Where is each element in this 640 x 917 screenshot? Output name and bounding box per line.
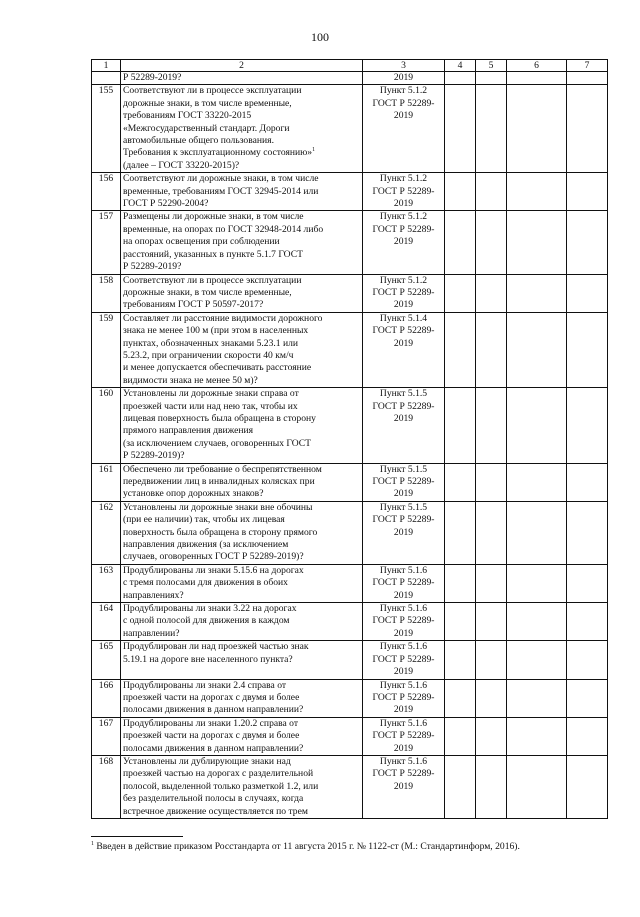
question-line (123, 781, 360, 793)
question-line-text: Продублированы ли знаки 1.20.2 справа от (123, 717, 299, 729)
reference-line: 2019 (393, 337, 414, 349)
question-cell (121, 501, 363, 564)
question-line-text: знака не менее 100 м (при этом в населенных (123, 325, 309, 337)
answer-yes-cell[interactable] (445, 211, 476, 274)
row-number: 167 (92, 717, 121, 755)
notes-cell[interactable] (567, 717, 608, 755)
reference-cell (363, 564, 445, 602)
answer-no-cell[interactable] (476, 312, 507, 387)
notes-cell[interactable] (567, 211, 608, 274)
reference-line: ГОСТ Р 52289- (372, 476, 435, 487)
column-header: 1 (92, 60, 121, 72)
footnote-divider (91, 836, 183, 837)
question-line-text: полосами движения в данном направлении? (123, 742, 304, 754)
question-line (123, 275, 360, 287)
reference-line: Пункт 5.1.6 (379, 755, 428, 767)
table-row (92, 388, 608, 463)
notes-cell[interactable] (567, 85, 608, 173)
answer-no-cell[interactable] (476, 603, 507, 641)
question-line (123, 464, 360, 476)
table-row (92, 641, 608, 679)
reference-cell (363, 463, 445, 501)
question-line (123, 313, 360, 325)
question-line-text: Р 52289-2019? (123, 261, 182, 273)
question-line (123, 110, 360, 122)
column-header: 2 (121, 60, 363, 72)
reference-cell (363, 679, 445, 717)
reference-cell (363, 173, 445, 211)
answer-yes-cell[interactable] (445, 641, 476, 679)
row-number: 161 (92, 463, 121, 501)
reference-line: 2019 (393, 780, 414, 792)
question-line (123, 401, 360, 413)
question-line (123, 388, 360, 400)
question-line-text: лицевая поверхность была обращена в сторону (123, 412, 316, 424)
table-row (92, 85, 608, 173)
question-line-text: Установлены ли дублирующие знаки над (123, 755, 291, 767)
answer-yes-cell[interactable] (445, 72, 476, 85)
reference-line: 2019 (393, 236, 414, 248)
question-line (123, 806, 360, 818)
question-line (123, 450, 360, 462)
answer-yes-cell[interactable] (445, 463, 476, 501)
answer-no-cell[interactable] (476, 72, 507, 85)
question-line (123, 425, 360, 437)
reference-cell (363, 312, 445, 387)
not-applicable-cell[interactable] (507, 564, 567, 602)
not-applicable-cell[interactable] (507, 679, 567, 717)
question-line-text: Продублированы ли знаки 2.4 справа от (123, 679, 287, 691)
question-line (123, 756, 360, 768)
question-line (123, 718, 360, 730)
table-row (92, 564, 608, 602)
reference-line: Пункт 5.1.2 (379, 211, 428, 223)
row-number: 168 (92, 755, 121, 818)
answer-yes-cell[interactable] (445, 173, 476, 211)
reference-cell (363, 85, 445, 173)
question-line (123, 641, 360, 653)
question-line-text: с тремя полосами для движения в обоих (123, 577, 288, 589)
not-applicable-cell[interactable] (507, 85, 567, 173)
question-line (123, 123, 360, 135)
reference-line: 2019 (393, 110, 414, 122)
question-line-text: Соответствуют ли в процессе эксплуатации (123, 274, 302, 286)
question-line-text: пунктах, обозначенных знаками 5.23.1 или (123, 337, 299, 349)
notes-cell[interactable] (567, 173, 608, 211)
reference-line: ГОСТ Р 52289- (372, 400, 435, 412)
table-row (92, 679, 608, 717)
question-line-text: проезжей части или над нею так, чтобы их (123, 400, 298, 412)
answer-no-cell[interactable] (476, 85, 507, 173)
question-line (123, 590, 360, 602)
notes-cell[interactable] (567, 755, 608, 818)
question-line (123, 147, 360, 159)
question-line (123, 375, 360, 387)
reference-line: Пункт 5.1.2 (379, 173, 428, 185)
answer-yes-cell[interactable] (445, 312, 476, 387)
question-line (123, 666, 360, 678)
footnote (91, 841, 611, 853)
reference-line: 2019 (393, 526, 414, 538)
checklist-table (91, 59, 608, 819)
reference-cell (363, 717, 445, 755)
not-applicable-cell[interactable] (507, 211, 567, 274)
question-line (123, 249, 360, 261)
notes-cell[interactable] (567, 463, 608, 501)
reference-cell (363, 388, 445, 463)
table-row (92, 72, 608, 85)
answer-yes-cell[interactable] (445, 564, 476, 602)
question-line-text: Продублированы ли знаки 5.15.6 на дорогах (123, 564, 304, 576)
question-line-text: проезжей частью на дорогах с разделительной (123, 768, 314, 780)
table-row (92, 463, 608, 501)
row-number: 164 (92, 603, 121, 641)
question-line-text: прямого направления движения (123, 425, 254, 437)
reference-line: Пункт 5.1.6 (379, 603, 428, 615)
answer-yes-cell[interactable] (445, 717, 476, 755)
answer-yes-cell[interactable] (445, 603, 476, 641)
question-line (123, 413, 360, 425)
question-line (123, 338, 360, 350)
reference-line: Пункт 5.1.5 (379, 501, 428, 513)
question-line (123, 577, 360, 589)
question-line (123, 654, 360, 666)
not-applicable-cell[interactable] (507, 755, 567, 818)
answer-yes-cell[interactable] (445, 755, 476, 818)
reference-cell (363, 211, 445, 274)
question-line-text: Установлены ли дорожные знаки справа от (123, 388, 299, 400)
not-applicable-cell[interactable] (507, 312, 567, 387)
reference-line: 2019 (393, 704, 414, 716)
notes-cell[interactable] (567, 679, 608, 717)
question-line-text: (далее – ГОСТ 33220-2015)? (123, 159, 240, 171)
question-cell (121, 211, 363, 274)
reference-line: 2019 (393, 412, 414, 424)
footnote-mark: 1 (91, 840, 94, 847)
answer-yes-cell[interactable] (445, 388, 476, 463)
table-row (92, 211, 608, 274)
footnote-text: Введен в действие приказом Росстандарта от 11 августа 2015 г. № 1122-ст (М.: Стандартинформ, 2016). (96, 841, 520, 852)
question-cell (121, 173, 363, 211)
row-number: 166 (92, 679, 121, 717)
question-cell (121, 641, 363, 679)
question-line (123, 350, 360, 362)
reference-line: ГОСТ Р 52289- (372, 768, 435, 780)
question-line-text: направлениях? (123, 589, 184, 601)
reference-line: ГОСТ Р 52289- (372, 691, 435, 703)
table-row (92, 603, 608, 641)
notes-cell[interactable] (567, 641, 608, 679)
question-line (123, 692, 360, 704)
question-line-text: требованиям ГОСТ Р 50597-2017? (123, 299, 264, 311)
question-line (123, 198, 360, 210)
reference-line: ГОСТ Р 52289- (372, 185, 435, 197)
not-applicable-cell[interactable] (507, 274, 567, 312)
row-number: 163 (92, 564, 121, 602)
question-line-text: Продублированы ли знаки 3.22 на дорогах (123, 603, 297, 615)
question-line (123, 603, 360, 615)
answer-no-cell[interactable] (476, 211, 507, 274)
question-line-text: направлении? (123, 627, 180, 639)
answer-yes-cell[interactable] (445, 679, 476, 717)
question-cell (121, 274, 363, 312)
reference-line: 2019 (393, 72, 414, 83)
question-line (123, 173, 360, 185)
question-line (123, 287, 360, 299)
question-line (123, 704, 360, 716)
reference-line: ГОСТ Р 52289- (372, 286, 435, 298)
notes-cell[interactable] (567, 72, 608, 85)
reference-line: Пункт 5.1.6 (379, 564, 428, 576)
question-cell (121, 755, 363, 818)
question-cell (121, 312, 363, 387)
reference-line: ГОСТ Р 52289- (372, 730, 435, 742)
question-line-text: Р 52289-2019)? (123, 450, 185, 462)
page-number: 100 (311, 30, 329, 44)
table-row (92, 717, 608, 755)
question-line-text: 5.19.1 на дороге вне населенного пункта? (123, 653, 293, 665)
question-line (123, 72, 360, 84)
question-line-text: Обеспечено ли требование о беспрепятственном (123, 463, 322, 475)
question-line (123, 615, 360, 627)
question-cell (121, 85, 363, 173)
question-line-text: Размещены ли дорожные знаки, в том числе (123, 211, 304, 223)
question-line (123, 793, 360, 805)
question-line-text: ГОСТ Р 52290-2004? (123, 198, 209, 210)
answer-no-cell[interactable] (476, 679, 507, 717)
question-line (123, 514, 360, 526)
question-line (123, 211, 360, 223)
reference-line: Пункт 5.1.6 (379, 717, 428, 729)
answer-no-cell[interactable] (476, 717, 507, 755)
question-line-text: Соответствуют ли дорожные знаки, в том числе (123, 173, 319, 185)
question-line-text: требованиям ГОСТ 33220-2015 (123, 110, 252, 122)
reference-line: ГОСТ Р 52289- (372, 577, 435, 589)
reference-cell (363, 755, 445, 818)
question-line-text: «Межгосударственный стандарт. Дороги (123, 122, 290, 134)
question-line-text: Продублирован ли над проезжей частью знак (123, 641, 309, 653)
table-row (92, 312, 608, 387)
question-cell (121, 717, 363, 755)
reference-line: 2019 (393, 589, 414, 601)
question-line (123, 224, 360, 236)
question-line (123, 438, 360, 450)
question-line-text: без разделительной полосы в случаях, когда (123, 793, 304, 805)
answer-no-cell[interactable] (476, 463, 507, 501)
answer-no-cell[interactable] (476, 755, 507, 818)
footnote-reference: 1 (312, 147, 316, 154)
question-line-text: случаев, оговоренных ГОСТ Р 52289-2019)? (123, 551, 304, 563)
question-line-text: с одной полосой для движения в каждом (123, 615, 290, 627)
question-line-text: установке опор дорожных знаков? (123, 488, 264, 500)
question-line (123, 160, 360, 172)
notes-cell[interactable] (567, 312, 608, 387)
question-line-text: передвижении лиц в инвалидных колясках при (123, 476, 315, 487)
question-cell (121, 72, 363, 85)
notes-cell[interactable] (567, 274, 608, 312)
question-line-text: и менее допускается обеспечивать расстояние (123, 362, 312, 374)
header-row (92, 60, 608, 72)
question-line (123, 85, 360, 97)
question-line (123, 261, 360, 273)
reference-line: ГОСТ Р 52289- (372, 97, 435, 109)
reference-line: 2019 (393, 299, 414, 311)
not-applicable-cell[interactable] (507, 603, 567, 641)
question-line-text: автомобильные общего пользования. (123, 135, 274, 147)
question-line-text: временные, требованиям ГОСТ 32945-2014 или (123, 185, 319, 197)
reference-line: 2019 (393, 627, 414, 639)
question-line (123, 565, 360, 577)
question-line-text: Р 52289-2019? (123, 72, 182, 83)
reference-line: ГОСТ Р 52289- (372, 325, 435, 337)
question-line (123, 628, 360, 640)
answer-yes-cell[interactable] (445, 85, 476, 173)
not-applicable-cell[interactable] (507, 173, 567, 211)
table-row (92, 173, 608, 211)
reference-line: 2019 (393, 488, 414, 500)
question-line-text: Соответствуют ли в процессе эксплуатации (123, 85, 302, 97)
table-body (92, 72, 608, 819)
question-line-text: на опорах освещения при соблюдении (123, 236, 280, 248)
notes-cell[interactable] (567, 388, 608, 463)
reference-cell (363, 274, 445, 312)
question-line-text: видимости знака не менее 50 м)? (123, 374, 258, 386)
question-cell (121, 463, 363, 501)
row-number: 160 (92, 388, 121, 463)
table-row (92, 274, 608, 312)
reference-line: Пункт 5.1.5 (379, 463, 428, 475)
notes-cell[interactable] (567, 501, 608, 564)
question-line (123, 476, 360, 488)
row-number (92, 72, 121, 85)
table-row (92, 755, 608, 818)
row-number: 159 (92, 312, 121, 387)
table-row (92, 501, 608, 564)
column-header: 7 (567, 60, 608, 72)
row-number: 158 (92, 274, 121, 312)
row-number: 165 (92, 641, 121, 679)
question-line (123, 730, 360, 742)
row-number: 156 (92, 173, 121, 211)
question-line (123, 299, 360, 311)
question-line-text: Установлены ли дорожные знаки вне обочины (123, 501, 313, 513)
question-cell (121, 564, 363, 602)
not-applicable-cell[interactable] (507, 463, 567, 501)
column-header: 5 (476, 60, 507, 72)
answer-no-cell[interactable] (476, 388, 507, 463)
reference-cell (363, 641, 445, 679)
question-cell (121, 388, 363, 463)
column-header: 6 (507, 60, 567, 72)
question-line-text: дорожные знаки, в том числе временные, (123, 286, 292, 298)
question-line (123, 527, 360, 539)
answer-no-cell[interactable] (476, 564, 507, 602)
question-line-text: полосой, выделенной только разметкой 1.2, или (123, 780, 319, 792)
reference-cell (363, 603, 445, 641)
answer-no-cell[interactable] (476, 641, 507, 679)
question-line-text: проезжей части на дорогах с двумя и более (123, 730, 300, 742)
question-line-text: проезжей части на дорогах с двумя и более (123, 691, 300, 703)
question-line (123, 539, 360, 551)
reference-line: ГОСТ Р 52289- (372, 615, 435, 627)
question-line-text: временные, на опорах по ГОСТ 32948-2014 либо (123, 223, 324, 235)
reference-line: Пункт 5.1.5 (379, 388, 428, 400)
reference-line: 2019 (393, 742, 414, 754)
reference-line: ГОСТ Р 52289- (372, 223, 435, 235)
question-line (123, 743, 360, 755)
reference-line: Пункт 5.1.6 (379, 679, 428, 691)
reference-line: Пункт 5.1.2 (379, 274, 428, 286)
question-line (123, 488, 360, 500)
reference-line: Пункт 5.1.2 (379, 85, 428, 97)
reference-cell (363, 72, 445, 85)
question-line-text: направления движения (за исключением (123, 539, 289, 551)
question-line-text: (при ее наличии) так, чтобы их лицевая (123, 514, 285, 526)
not-applicable-cell[interactable] (507, 388, 567, 463)
answer-yes-cell[interactable] (445, 274, 476, 312)
column-header: 4 (445, 60, 476, 72)
question-line (123, 98, 360, 110)
question-line-text: расстояний, указанных в пункте 5.1.7 ГОСТ (123, 248, 303, 260)
question-line (123, 186, 360, 198)
reference-line: Пункт 5.1.4 (379, 312, 428, 324)
question-line (123, 680, 360, 692)
answer-yes-cell[interactable] (445, 501, 476, 564)
row-number: 155 (92, 85, 121, 173)
question-line (123, 502, 360, 514)
not-applicable-cell[interactable] (507, 72, 567, 85)
question-line (123, 362, 360, 374)
answer-no-cell[interactable] (476, 274, 507, 312)
reference-line: ГОСТ Р 52289- (372, 653, 435, 665)
reference-line: Пункт 5.1.6 (379, 641, 428, 653)
not-applicable-cell[interactable] (507, 641, 567, 679)
question-line-text: поверхность была обращена в сторону прямого (123, 526, 318, 538)
answer-no-cell[interactable] (476, 501, 507, 564)
not-applicable-cell[interactable] (507, 717, 567, 755)
question-line-text: встречное движение осуществляется по трем (123, 805, 308, 817)
question-line (123, 551, 360, 563)
question-line-text: полосами движения в данном направлении? (123, 704, 304, 716)
question-cell (121, 679, 363, 717)
notes-cell[interactable] (567, 603, 608, 641)
question-cell (121, 603, 363, 641)
reference-line: 2019 (393, 198, 414, 210)
column-header: 3 (363, 60, 445, 72)
question-line-text: 5.23.2, при ограничении скорости 40 км/ч (123, 349, 294, 361)
question-line-text: дорожные знаки, в том числе временные, (123, 97, 292, 109)
question-line-text: Требования к эксплуатационному состоянию» (123, 147, 313, 159)
question-line (123, 236, 360, 248)
question-line-text: Составляет ли расстояние видимости дорожного (123, 312, 323, 324)
notes-cell[interactable] (567, 564, 608, 602)
answer-no-cell[interactable] (476, 173, 507, 211)
question-line (123, 325, 360, 337)
reference-cell (363, 501, 445, 564)
reference-line: ГОСТ Р 52289- (372, 514, 435, 526)
question-line (123, 768, 360, 780)
reference-line: 2019 (393, 666, 414, 678)
not-applicable-cell[interactable] (507, 501, 567, 564)
question-line (123, 135, 360, 147)
row-number: 157 (92, 211, 121, 274)
row-number: 162 (92, 501, 121, 564)
question-line-text: (за исключением случаев, оговоренных ГОСТ (123, 437, 312, 449)
